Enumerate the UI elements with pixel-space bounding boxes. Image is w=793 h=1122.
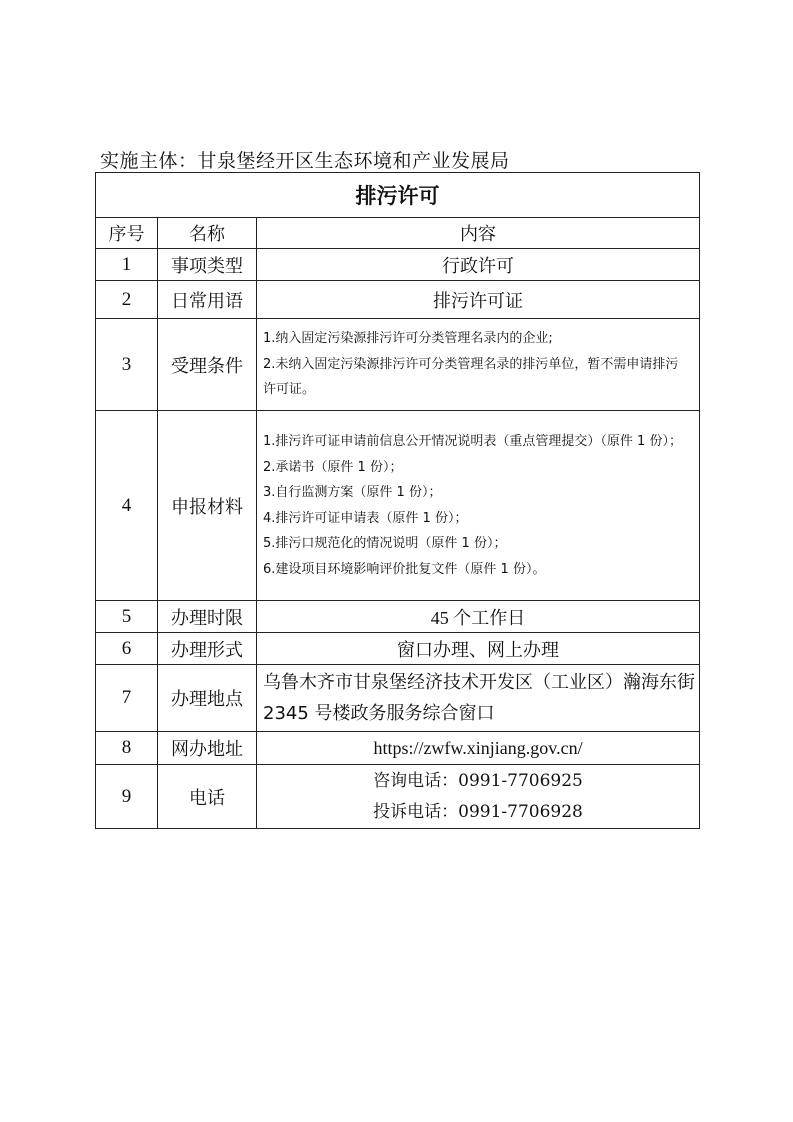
material-line: 4.排污许可证申请表（原件 1 份）； xyxy=(263,510,468,526)
table-row xyxy=(96,665,700,732)
row-content: 行政许可 xyxy=(257,249,700,281)
condition-line: 1.纳入固定污染源排污许可分类管理名录内的企业; xyxy=(263,331,553,347)
permit-info-table xyxy=(95,172,700,829)
row-name: 办理形式 xyxy=(158,633,257,665)
row-number: 7 xyxy=(96,665,158,732)
row-number: 1 xyxy=(96,249,158,281)
material-line: 6.建设项目环境影响评价批复文件（原件 1 份）。 xyxy=(263,561,546,577)
table-title: 排污许可 xyxy=(96,173,700,218)
material-line: 3.自行监测方案（原件 1 份）； xyxy=(263,485,442,500)
complaint-phone: 投诉电话：0991-7706928 xyxy=(373,801,583,822)
row-content xyxy=(257,765,700,829)
condition-line: 2.未纳入固定污染源排污许可分类管理名录的排污单位，暂不需申请排污许可证。 xyxy=(263,356,679,398)
table-row xyxy=(96,765,700,829)
material-line: 5.排污口规范化的情况说明（原件 1 份）； xyxy=(263,536,507,551)
table-row xyxy=(96,732,700,765)
row-content xyxy=(257,411,700,601)
row-content: 乌鲁木齐市甘泉堡经济技术开发区（工业区）瀚海东街 2345 号楼政务服务综合窗口 xyxy=(257,665,700,732)
row-content: https://zwfw.xinjiang.gov.cn/ xyxy=(257,732,700,765)
row-name: 事项类型 xyxy=(158,249,257,281)
row-number: 9 xyxy=(96,765,158,829)
implementing-agency: 实施主体：甘泉堡经开区生态环境和产业发展局 xyxy=(100,150,510,172)
row-number: 4 xyxy=(96,411,158,601)
table-row xyxy=(96,633,700,665)
row-number: 6 xyxy=(96,633,158,665)
row-content: 排污许可证 xyxy=(257,281,700,319)
header-name: 名称 xyxy=(158,218,257,249)
row-content: 45 个工作日 xyxy=(257,601,700,633)
row-number: 5 xyxy=(96,601,158,633)
table-row xyxy=(96,601,700,633)
row-number: 8 xyxy=(96,732,158,765)
row-name: 网办地址 xyxy=(158,732,257,765)
row-name: 日常用语 xyxy=(158,281,257,319)
row-name: 办理地点 xyxy=(158,665,257,732)
table-header-row xyxy=(96,218,700,249)
header-num: 序号 xyxy=(96,218,158,249)
consult-phone: 咨询电话：0991-7706925 xyxy=(373,770,583,791)
table-row xyxy=(96,281,700,319)
material-line: 2.承诺书（原件 1 份）； xyxy=(263,459,403,475)
row-content xyxy=(257,319,700,411)
table-row xyxy=(96,411,700,601)
table-row xyxy=(96,249,700,281)
row-number: 2 xyxy=(96,281,158,319)
material-line: 1.排污许可证申请前信息公开情况说明表（重点管理提交）（原件 1 份）； xyxy=(263,434,682,449)
table-title-row xyxy=(96,173,700,218)
row-name: 办理时限 xyxy=(158,601,257,633)
row-name: 电话 xyxy=(158,765,257,829)
row-name: 受理条件 xyxy=(158,319,257,411)
table-row xyxy=(96,319,700,411)
row-name: 申报材料 xyxy=(158,411,257,601)
header-content: 内容 xyxy=(257,218,700,249)
row-content: 窗口办理、网上办理 xyxy=(257,633,700,665)
row-number: 3 xyxy=(96,319,158,411)
